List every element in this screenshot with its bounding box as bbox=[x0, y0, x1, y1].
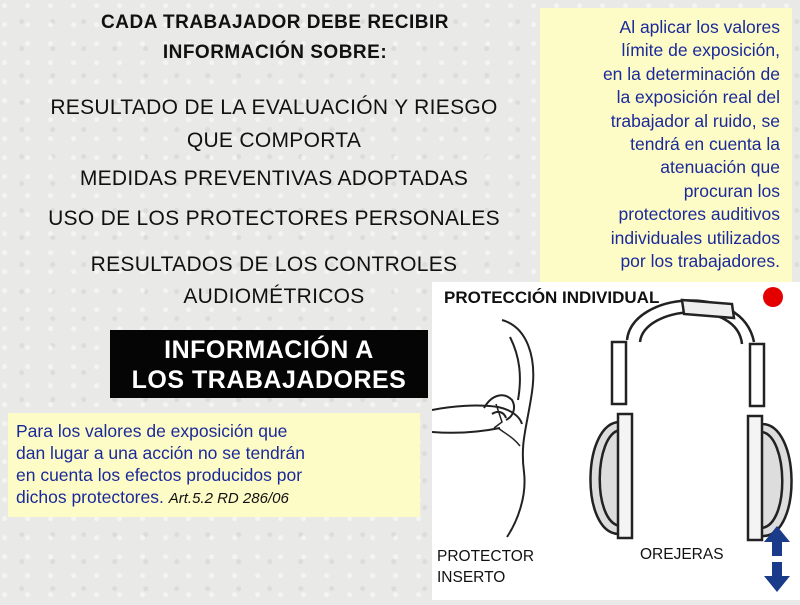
insert-label-line-1: PROTECTOR bbox=[437, 548, 535, 565]
info-line: Al aplicar los valores bbox=[619, 17, 780, 37]
insert-protector-label bbox=[437, 546, 534, 588]
banner-line-1: INFORMACIÓN A bbox=[164, 336, 374, 364]
info-line: la exposición real del bbox=[616, 87, 780, 108]
item-preventive-measures: MEDIDAS PREVENTIVAS ADOPTADAS bbox=[79, 167, 469, 190]
ear-insert-drawing bbox=[432, 320, 533, 537]
action-values-note-box bbox=[8, 413, 420, 517]
earmuffs-drawing bbox=[590, 300, 791, 540]
info-line: en la determinación de bbox=[602, 63, 780, 84]
note-last-line bbox=[16, 486, 412, 510]
info-line: por los trabajadores. bbox=[620, 251, 780, 272]
legal-reference: Art.5.2 RD 286/06 bbox=[168, 490, 289, 507]
info-line: tendrá en cuenta la bbox=[630, 134, 780, 155]
earmuffs-label: OREJERAS bbox=[640, 546, 724, 563]
red-dot-icon bbox=[763, 287, 783, 307]
info-line: protectores auditivos bbox=[618, 204, 780, 225]
info-line: procuran los bbox=[683, 180, 780, 201]
down-arrow-icon[interactable] bbox=[764, 562, 790, 592]
info-line: individuales utilizados bbox=[610, 227, 780, 248]
exposure-info-box bbox=[540, 8, 792, 282]
note-line: dan lugar a una acción no se tendrán bbox=[16, 443, 305, 463]
heading-line-2: INFORMACIÓN SOBRE: bbox=[162, 42, 388, 63]
note-line: en cuenta los efectos producidos por bbox=[16, 465, 303, 485]
protection-title: PROTECCIÓN INDIVIDUAL bbox=[444, 288, 660, 307]
item-controls-line-1: RESULTADOS DE LOS CONTROLES bbox=[90, 253, 458, 276]
banner-line-2: LOS TRABAJADORES bbox=[131, 366, 407, 394]
navigation-arrows bbox=[762, 524, 792, 594]
note-line: Para los valores de exposición que bbox=[16, 421, 288, 441]
note-line: dichos protectores. bbox=[16, 487, 164, 507]
info-line: atenuación que bbox=[660, 157, 780, 178]
up-arrow-icon[interactable] bbox=[764, 526, 790, 556]
item-personal-protectors: USO DE LOS PROTECTORES PERSONALES bbox=[48, 207, 500, 230]
item-controls-line-2: AUDIOMÉTRICOS bbox=[183, 285, 365, 308]
info-line: trabajador al ruido, se bbox=[610, 110, 780, 131]
insert-label-line-2: INSERTO bbox=[437, 569, 506, 586]
item-evaluation-line-2: QUE COMPORTA bbox=[186, 129, 362, 152]
up-down-arrows-icon bbox=[762, 524, 792, 594]
workers-information-banner bbox=[110, 330, 428, 398]
info-line: límite de exposición, bbox=[621, 40, 780, 61]
heading-line-1: CADA TRABAJADOR DEBE RECIBIR bbox=[101, 12, 449, 33]
item-evaluation-line-1: RESULTADO DE LA EVALUACIÓN Y RIESGO bbox=[50, 96, 498, 119]
